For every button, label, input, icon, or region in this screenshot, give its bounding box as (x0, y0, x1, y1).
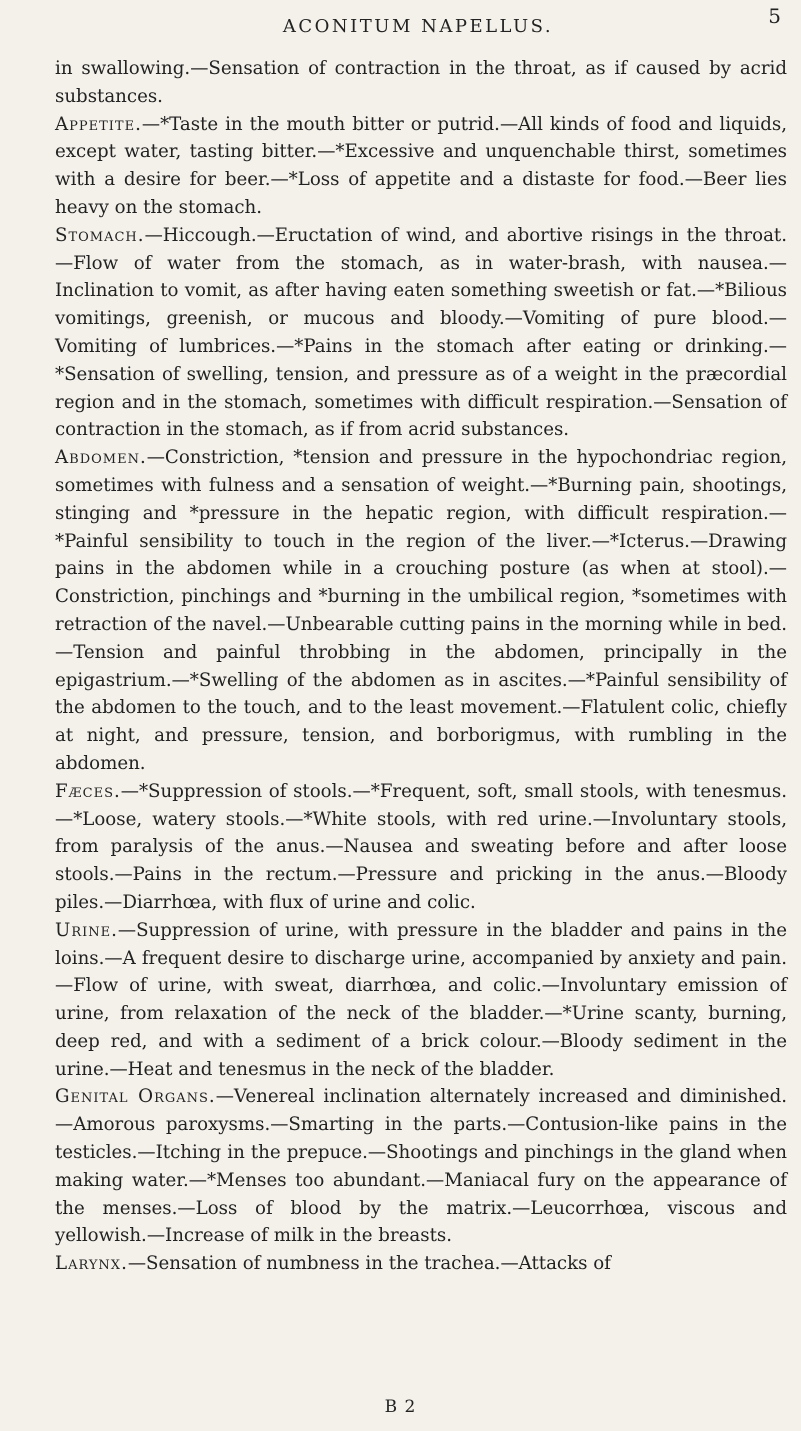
section-continuation (55, 55, 787, 111)
running-title: ACONITUM NAPELLUS. (282, 16, 554, 37)
section-heading: Stomach. (55, 224, 145, 246)
section-text: —Venereal inclination alternately increased and diminished.—Amorous paroxysms.—Smarting in the parts.—Contusion-like pains in the testicles.—Itching in the prepuce.—Shootings and pinchings in the gland when making water.—*Menses too abundant.—Maniacal fury on the appearance of the menses.—Loss of blood by the matrix.—Leucorrhœa, viscous and yellowish.—Increase of milk in the breasts. (55, 1086, 787, 1247)
section-heading: Genital Organs. (55, 1086, 216, 1108)
signature-mark: B 2 (384, 1397, 417, 1417)
section-heading: Urine. (55, 919, 118, 941)
section-text: —Sensation of numbness in the trachea.—Attacks of (127, 1253, 611, 1275)
section-heading: Larynx. (55, 1253, 128, 1275)
section-text: —*Taste in the mouth bitter or putrid.—All kinds of food and liquids, except water, tasting bitter.—*Excessive and unquenchable thirst, sometimes with a desire for beer.—*Loss of appetite and a distaste for food.—Beer lies heavy on the stomach. (55, 113, 787, 218)
section-genital-organs (55, 1083, 787, 1250)
page-number: 5 (768, 4, 781, 28)
section-text: —Constriction, *tension and pressure in the hypochondriac region, sometimes with fulness and a sensation of weight.—*Burning pain, shootings, stinging and *pressure in the hepatic region, with difficult respiration.—*Painful sensibility to touch in the region of the liver.—*Icterus.—Drawing pains in the abdomen while in a crouching posture (as when at stool).—Constriction, pinchings and *burning in the umbilical region, *sometimes with retraction of the navel.—Unbearable cutting pains in the morning while in bed.—Tension and painful throbbing in the abdomen, principally in the epigastrium.—*Swelling of the abdomen as in ascites.—*Painful sensibility of the abdomen to the touch, and to the least movement.—Flatulent colic, chiefly at night, and pressure, tension, and borborigmus, with rumbling in the abdomen. (55, 447, 787, 774)
section-urine (55, 917, 787, 1084)
section-abdomen (55, 444, 787, 778)
page-header (55, 4, 781, 44)
section-appetite (55, 111, 787, 222)
page-body (55, 55, 787, 1278)
section-stomach (55, 222, 787, 444)
section-faeces (55, 778, 787, 917)
section-text: —*Suppression of stools.—*Frequent, soft, small stools, with tenesmus.—*Loose, watery stools.—*White stools, with red urine.—Involuntary stools, from paralysis of the anus.—Nausea and sweating before and after loose stools.—Pains in the rectum.—Pressure and pricking in the anus.—Bloody piles.—Diarrhœa, with flux of urine and colic. (55, 780, 787, 913)
section-text: —Suppression of urine, with pressure in the bladder and pains in the loins.—A frequent desire to discharge urine, accompanied by anxiety and pain.—Flow of urine, with sweat, diarrhœa, and colic.—Involuntary emission of urine, from relaxation of the neck of the bladder.—*Urine scanty, burning, deep red, and with a sediment of a brick colour.—Bloody sediment in the urine.—Heat and tenesmus in the neck of the bladder. (55, 919, 787, 1080)
section-heading: Appetite. (55, 113, 142, 135)
section-text: —Hiccough.—Eructation of wind, and abortive risings in the throat.—Flow of water from the stomach, as in water-brash, with nausea.—Inclination to vomit, as after having eaten something sweetish or fat.—*Bilious vomitings, greenish, or mucous and bloody.—Vomiting of pure blood.—Vomiting of lumbrices.—*Pains in the stomach after eating or drinking.—*Sensation of swelling, tension, and pressure as of a weight in the præcordial region and in the stomach, sometimes with difficult respiration.—Sensation of contraction in the stomach, as if from acrid substances. (55, 224, 787, 441)
section-larynx (55, 1250, 787, 1278)
section-text: in swallowing.—Sensation of contraction in the throat, as if caused by acrid substances. (55, 58, 787, 107)
section-heading: Abdomen. (55, 447, 147, 469)
section-heading: Fæces. (55, 780, 121, 802)
